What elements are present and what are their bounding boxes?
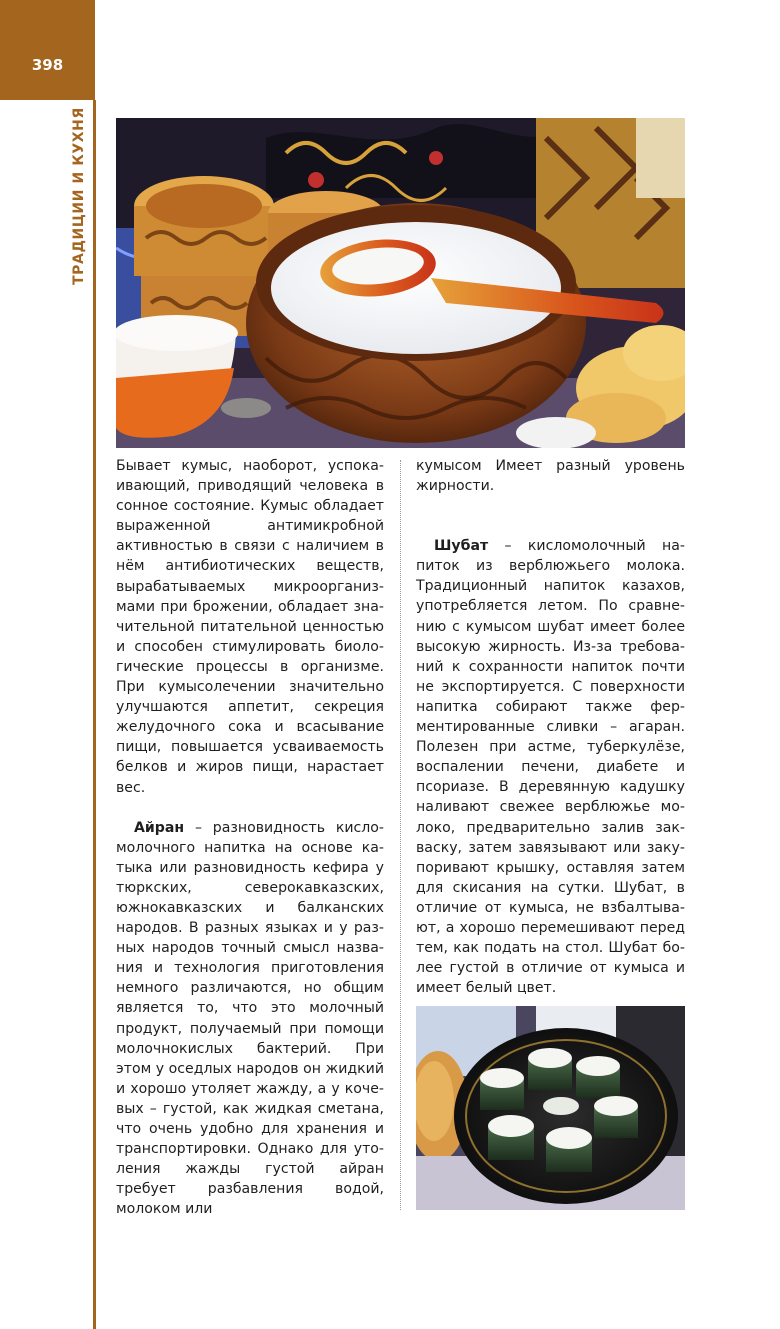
paragraph-ayran xyxy=(116,818,384,1220)
paragraph-kumis-effects: Бывает кумыс, наоборот, успокаивающий, приводящий человека в сонное состояние. Кумыс обладает выраженной антимикробной активностью в связи с наличием в нём антибиотических веществ, вырабатываемых микроорганизмами при брожении, обладает значительной питательной ценностью и способен стимулировать биологические процессы в организме. При кумысолечении значительно улучшаются аппетит, секреция желудочного сока и всасывание пищи, повышается усваиваемость белков и жиров пищи, нарастает вес. xyxy=(116,458,384,796)
page-number: 398 xyxy=(31,56,64,74)
paragraph-ayran-continued: кумысом Имеет разный уровень жирности. xyxy=(416,458,685,495)
shubat-text: – кисломолочный напиток из верблюжьего молока. Традиционный напиток казахов, употребляется летом. По сравнению с кумысом шубат имеет более высокую жирность. Из-за требований к сохранности напиток почти не экспортируется. С поверхности напитка собирают также ферментированные сливки – агаран. Полезен при астме, туберкулёзе, воспалении печени, диабете и псориазе. В деревянную кадушку наливают свежее верблюжье молоко, предварительно залив закваску, затем завязывают или закупоривают крышку, оставляя затем для скисания на сутки. Шубат, в отличие от кумыса, не взбалтывают, а хорошо перемешивают перед тем, как подать на стол. Шубат более густой в отличие от кумыса и имеет белый цвет. xyxy=(416,538,685,997)
kumis-bowl-photo xyxy=(116,118,685,448)
shubat-cups-photo xyxy=(416,1006,685,1210)
paragraph-shubat xyxy=(416,536,685,998)
right-column xyxy=(416,456,685,998)
left-column xyxy=(116,456,384,1219)
term-ayran: Айран xyxy=(134,819,185,836)
side-rule xyxy=(93,100,96,1329)
page-number-tab xyxy=(0,0,95,100)
column-divider xyxy=(400,460,401,1210)
ayran-text: – разновидность кисломолочного напитка на основе катыка или разновидность кефира у тюркских, северокавказских, южнокавказских и балканских народов. В разных языках и у разных народов точный смысл названия и технология приготовления немного различаются, но общим является то, что это молочный продукт, получаемый при помощи молочнокислых бактерий. При этом у оседлых народов он жидкий и хорошо утоляет жажду, а у кочевых – густой, как жидкая сметана, что очень удобно для хранения и транспортировки. Однако для утоления жажды густой айран требует разбавления водой, молоком или xyxy=(116,819,384,1218)
running-head: ТРАДИЦИИ И КУХНЯ xyxy=(71,107,87,285)
term-shubat: Шубат xyxy=(434,538,489,555)
